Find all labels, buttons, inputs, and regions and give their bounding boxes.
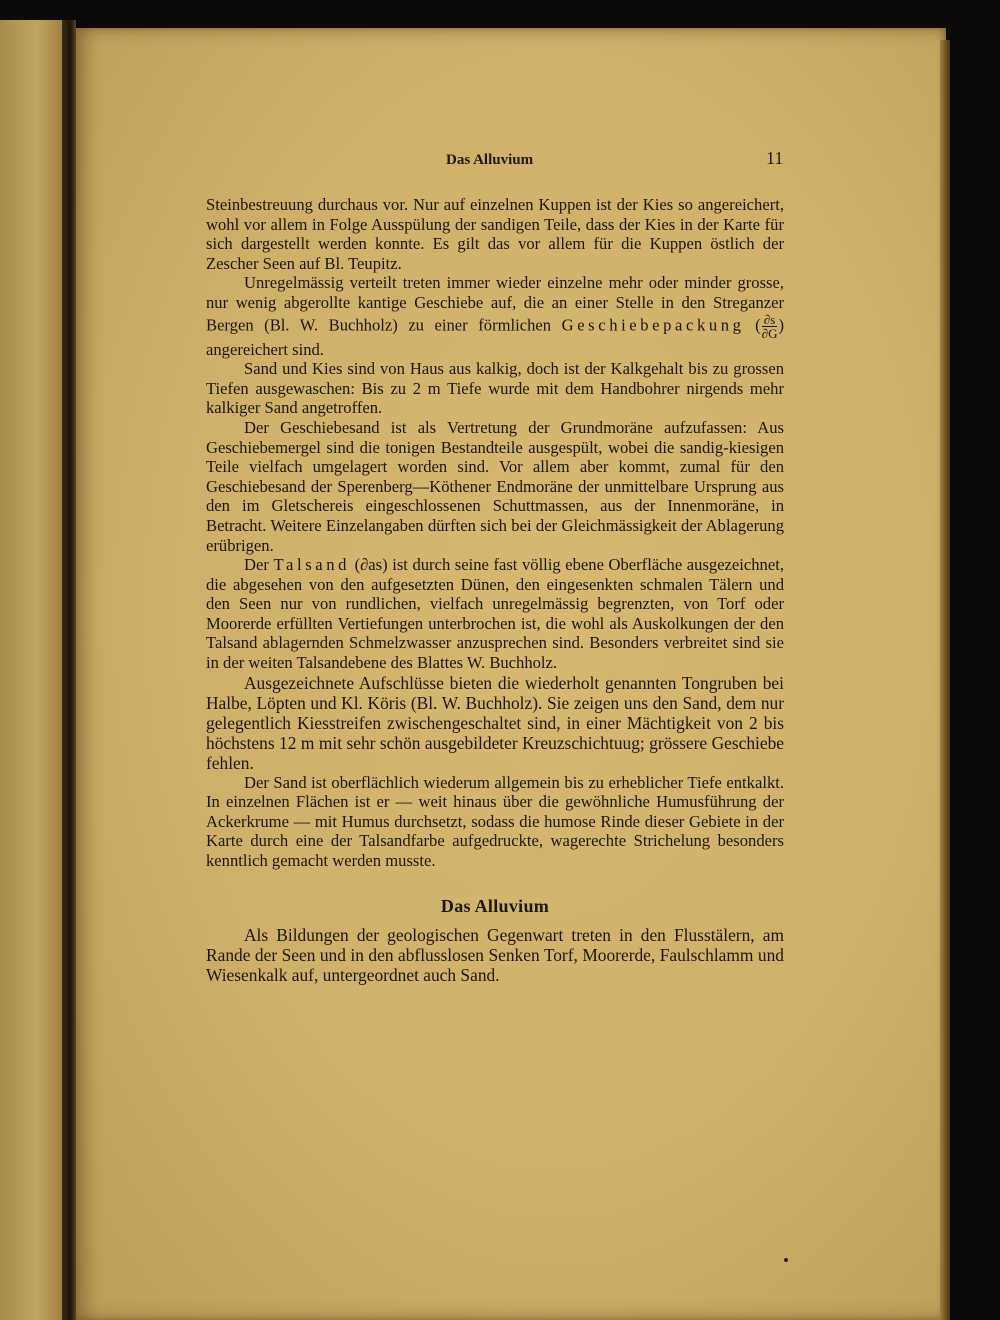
page-body <box>206 195 784 985</box>
formula-numerator: ∂s <box>762 313 778 327</box>
paragraph-text: Unregelmässig verteilt treten immer wieder einzelne mehr oder minder grosse, nur wenig abgerollte kantige Geschiebe auf, die an einer Stelle in den Streganzer Bergen (Bl. W. Buchholz) zu einer förmlichen <box>206 273 784 334</box>
spaced-term: Geschiebepackung <box>561 314 745 334</box>
paragraph: Der Sand ist oberflächlich wiederum allgemein bis zu erheblicher Tiefe entkalkt. In einzelnen Flächen ist er — weit hinaus über die gewöhnliche Humusführung der Ackerkrume — mit Humus durchsetzt, sodass die humose Rinde dieser Gebiete in der Karte durch eine der Talsandfarbe aufgedruckte, wagerechte Strichelung besonders kenntlich gemacht werden musste. <box>206 772 784 871</box>
spaced-term: Talsand <box>273 555 351 575</box>
paragraph <box>206 555 784 673</box>
paragraph: Als Bildungen der geologischen Gegenwart treten in den Flusstälern, am Rande der Seen und in den abflusslosen Senken Torf, Moorerde, Faulschlamm und Wiesenkalk auf, untergeordnet auch Sand. <box>206 925 784 986</box>
section-heading: Das Alluvium <box>440 895 550 916</box>
page-right-edge <box>940 40 950 1320</box>
paragraph <box>206 273 784 359</box>
book-gutter <box>62 20 76 1320</box>
formula-close-paren: ) <box>778 314 784 334</box>
paragraph: Der Geschiebesand ist als Vertretung der Grundmoräne aufzufassen: Aus Geschiebemergel sind die tonigen Bestandteile ausgespült, wobei die sandig-kiesigen Teile vielfach umgelagert worden sind. Vor allem aber kommt, zumal für den Geschiebesand der Sperenberg—Köthener Endmoräne der unmittelbare Ursprung aus den im Gletschereis eingeschlossenen Schuttmassen, aus der Innenmoräne, in Betracht. Weitere Einzelangaben dürften sich bei der Gleichmässigkeit der Ablagerung erübrigen. <box>206 417 784 555</box>
paragraph: Steinbestreuung durchaus vor. Nur auf einzelnen Kuppen ist der Kies so angereichert, wohl vor allem in Folge Ausspülung der sandigen Teile, dass der Kies in der Karte für sich dargestellt werden konnte. Es gilt das vor allem für die Kuppen östlich der Zescher Seen auf Bl. Teupitz. <box>206 195 784 273</box>
formula-denominator: ∂G <box>761 325 778 341</box>
running-title: Das Alluvium <box>446 152 534 168</box>
paragraph-text: (∂as) ist durch seine fast völlig ebene Oberfläche ausgezeichnet, die abgesehen von den aufgesetzten Dünen, den eingesenkten schmalen Tälern und den Seen nur von rundlichen, vielfach unregelmässig begrenzten, von Torf oder Moorerde erfüllten Vertiefungen unterbrochen ist, die wohl als Auskolkungen der den Talsand ablagernden Schmelzwasser anzusprechen sind. Besonders verbreitet sind sie in der weiten Talsandebene des Blattes W. Buchholz. <box>206 555 784 673</box>
ink-speck <box>784 1258 788 1262</box>
paragraph: Ausgezeichnete Aufschlüsse bieten die wiederholt genannten Tongruben bei Halbe, Löpten und Kl. Köris (Bl. W. Buchholz). Sie zeigen uns den Sand, dem nur gelegentlich Kiesstreifen zwischengeschaltet sind, in einer Mächtigkeit von 2 bis höchstens 12 m mit sehr schön ausgebildeter Kreuzschichtuug; grössere Geschiebe fehlen. <box>206 672 784 773</box>
formula-open-paren: ( <box>755 314 761 334</box>
formula-fraction <box>762 313 778 340</box>
left-page-edge <box>0 20 66 1320</box>
paragraph-text: Der <box>244 555 274 575</box>
paragraph-text-end: angereichert sind. <box>206 339 324 359</box>
paragraph: Sand und Kies sind von Haus aus kalkig, doch ist der Kalkgehalt bis zu grossen Tiefen ausgewaschen: Bis zu 2 m Tiefe wurde mit dem Handbohrer nirgends mehr kalkiger Sand angetroffen. <box>206 359 784 418</box>
page-number: 11 <box>766 148 784 168</box>
